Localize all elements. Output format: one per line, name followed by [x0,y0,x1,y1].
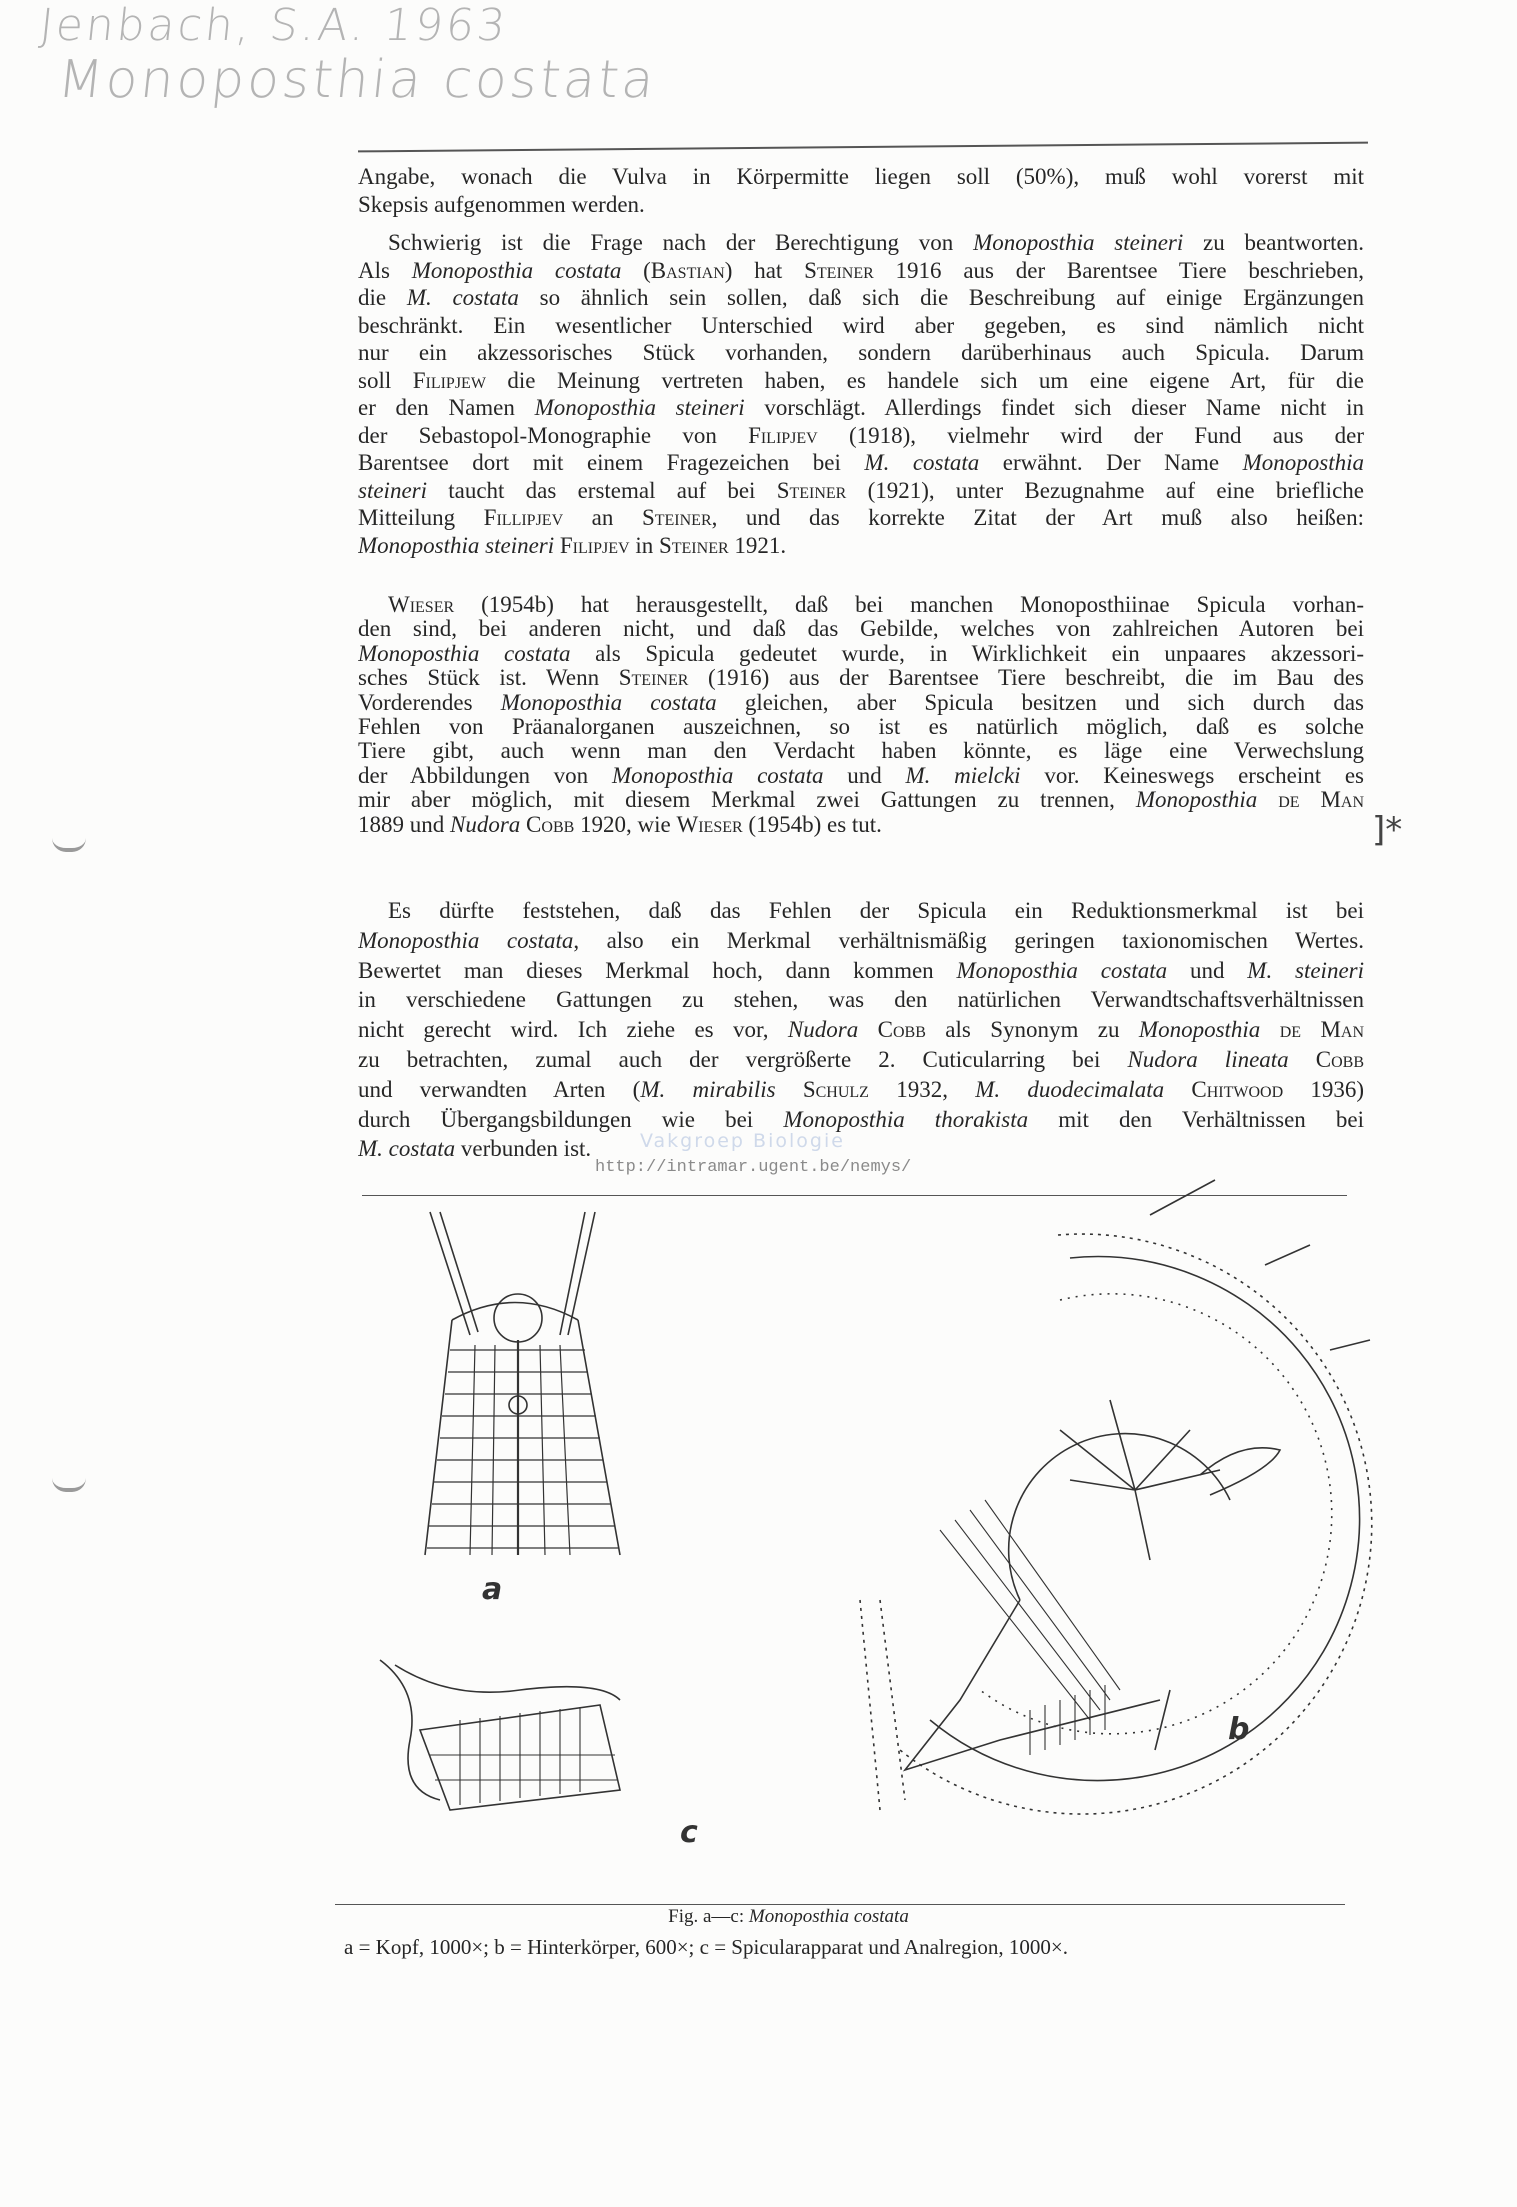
caption-rule [335,1904,1345,1905]
italic-taxon: Monoposthia costata [611,763,824,788]
text-run: und verwandten Arten ( [358,1076,641,1102]
author-name: Cobb [877,1017,926,1043]
italic-taxon: Monoposthia costata [500,690,717,715]
italic-taxon: Nudora lineata [1127,1046,1289,1072]
text-run: 1932, [868,1076,976,1102]
text-run: Mitteilung [358,505,484,530]
text-run: und [823,763,906,788]
author-name: Chitwood [1191,1076,1284,1102]
italic-taxon: Nudora [787,1017,859,1043]
italic-taxon: M. mirabilis [640,1076,776,1102]
text-run: nicht gerecht wird. Ich ziehe es vor, [358,1017,788,1043]
author-name: Bastian [650,257,725,283]
text-run: zu betrachten, zumal auch der vergrößerte 2. Cuticularring bei [358,1046,1128,1072]
author-name: Fillipjev [483,505,564,530]
figure-label-b: b [1228,1712,1250,1747]
italic-taxon: Monoposthia steineri [534,395,745,420]
italic-taxon: M. mielcki [905,763,1021,788]
text-run: (1921), unter Bezugnahme auf eine briefliche [846,477,1364,503]
text-run: (1918), vielmehr wird der Fund aus der [817,422,1364,448]
text-run: verbunden ist. [455,1136,592,1162]
italic-taxon: M. duodecimalata [975,1076,1165,1102]
figure-a-head-drawing [425,1212,620,1555]
italic-taxon: Monoposthia thorakista [783,1106,1029,1132]
text-run: den sind, bei anderen nicht, und daß das Gebilde, welches von zahlreichen Autoren bei [358,617,1364,642]
author-name: Steiner [641,505,712,530]
text-run: die [358,285,407,310]
author-name: Steiner [776,477,847,503]
figure-label-c: c [680,1815,698,1850]
text-run: er den Namen [358,395,535,420]
italic-taxon: Monoposthia [1138,1017,1261,1043]
text-run: soll [358,367,413,393]
italic-taxon: M. costata [406,285,519,310]
watermark-url: http://intramar.ugent.be/nemys/ [595,1158,912,1177]
handwritten-species: Monoposthia costata [54,50,660,110]
figure-label-a: a [482,1572,503,1607]
text-run: durch Übergangsbildungen wie bei [358,1106,784,1132]
text-run: und [1167,957,1248,983]
text-run: 1920, wie [574,812,677,837]
figure-c-spicular-drawing [380,1660,620,1810]
text-run: als Synonym zu [925,1017,1139,1043]
text-run: vorschlägt. Allerdings findet sich dieser Name nicht in [744,395,1364,420]
italic-taxon: Nudora [450,812,521,837]
text-run: Schwierig ist die Frage nach der Berechtigung von [388,230,974,255]
text-run: so ähnlich sein sollen, daß sich die Beschreibung auf einige Ergänzungen [518,285,1364,310]
text-run: Angabe, wonach die Vulva in Körpermitte liegen soll (50%), muß wohl vorerst mit [358,164,1364,189]
text-run: Bewertet man dieses Merkmal hoch, dann kommen [358,957,957,983]
text-run: ) hat [724,257,805,283]
author-name: de Man [1278,788,1364,813]
italic-taxon: Monoposthia [1135,788,1258,813]
italic-taxon: Monoposthia [1242,450,1364,475]
text-run: taucht das erstemal auf bei [427,477,777,503]
text-run: als Spicula gedeutet wurde, in Wirklichkeit ein unpaares akzessori- [570,641,1364,666]
text-run: mir aber möglich, mit diesem Merkmal zwei Gattungen zu trennen, [358,788,1136,813]
text-run: vor. Keineswegs erscheint es [1020,763,1364,788]
author-name: Wieser [676,812,743,837]
text-run: der Sebastopol-Monographie von [358,422,749,448]
italic-taxon: Monoposthia costata [358,641,571,666]
italic-taxon: Monoposthia costata [358,927,574,953]
text-run: , also ein Merkmal verhältnismäßig geringen taxionomischen Wertes. [573,927,1364,953]
text-run: 1921. [728,532,787,558]
caption-prefix: Fig. a—c: [668,1906,749,1927]
italic-taxon: Monoposthia steineri [358,532,555,558]
figure-b-tail-drawing [860,1180,1372,1814]
text-run: sches Stück ist. Wenn [358,666,619,691]
author-name: Cobb [526,812,575,837]
text-run: mit den Verhältnissen bei [1028,1106,1364,1132]
figure-caption-title [0,1906,1517,1928]
text-run: der Abbildungen von [358,763,612,788]
author-name: Steiner [804,257,874,283]
author-name: Cobb [1315,1046,1364,1072]
text-run: ( [621,257,651,283]
text-run: Barentsee dort mit einem Fragezeichen bei [358,450,865,475]
author-name: Steiner [618,666,689,691]
text-run: erwähnt. Der Name [979,450,1243,475]
text-run: Es dürfte feststehen, daß das Fehlen der Spicula ein Reduktionsmerkmal ist bei [388,898,1364,923]
italic-taxon: M. steineri [1247,957,1364,983]
author-name: Wieser [388,593,455,617]
italic-taxon: steineri [358,477,427,503]
text-run: 1916 aus der Barentsee Tiere beschrieben, [873,257,1364,283]
italic-taxon: M. costata [864,450,980,475]
author-name: Filipjev [559,532,630,558]
author-name: de Man [1279,1017,1364,1043]
text-run: (1954b) hat herausgestellt, daß bei manchen Monoposthiinae Spicula vorhan- [454,593,1364,617]
text-run: in verschiedene Gattungen zu stehen, was den natürlichen Verwandtschaftsverhältnissen [358,987,1364,1013]
author-name: Schulz [802,1076,869,1102]
text-run: (1954b) es tut. [742,812,882,837]
italic-taxon: Monoposthia costata [411,257,622,283]
text-run: Als [358,257,412,283]
text-run: zu beantworten. [1183,230,1364,255]
text-run: 1936) [1283,1076,1364,1102]
handwritten-reference: Jenbach, S.A. 1963 [37,0,511,51]
text-run: nur ein akzessorisches Stück vorhanden, sondern darüberhinaus auch Spicula. Darum [358,340,1364,365]
text-run: Tiere gibt, auch wenn man den Verdacht haben könnte, es läge eine Verwechslung [358,739,1364,764]
author-name: Filipjew [412,367,486,393]
figure-caption-legend: a = Kopf, 1000×; b = Hinterkörper, 600×; c = Spicularapparat und Analregion, 1000×. [344,1935,1068,1959]
author-name: Filipjev [748,422,818,448]
text-run: in [629,532,659,558]
text-run: Fehlen von Präanalorganen auszeichnen, so ist es natürlich möglich, daß es solche [358,714,1364,739]
text-run: gleichen, aber Spicula besitzen und sich durch das [716,690,1364,715]
text-run: (1916) aus der Barentsee Tiere beschreibt, die im Bau des [688,666,1364,691]
author-name: Steiner [658,532,729,558]
caption-species: Monoposthia costata [748,1906,909,1927]
text-run: beschränkt. Ein wesentlicher Unterschied wird aber gegeben, es sind nämlich nicht [358,312,1364,338]
margin-annotation: ]* [1372,810,1403,850]
text-run: Vorderendes [358,690,501,715]
text-run: Skepsis aufgenommen werden. [358,192,645,217]
text-run: , und das korrekte Zitat der Art muß also heißen: [711,505,1364,530]
italic-taxon: Monoposthia costata [956,957,1168,983]
text-run: an [563,505,642,530]
text-run: die Meinung vertreten haben, es handele sich um eine eigene Art, für die [485,367,1364,393]
watermark-department: Vakgroep Biologie [640,1130,845,1152]
italic-taxon: Monoposthia steineri [973,230,1184,255]
text-run: 1889 und [358,812,450,837]
italic-taxon: M. costata [358,1136,456,1162]
